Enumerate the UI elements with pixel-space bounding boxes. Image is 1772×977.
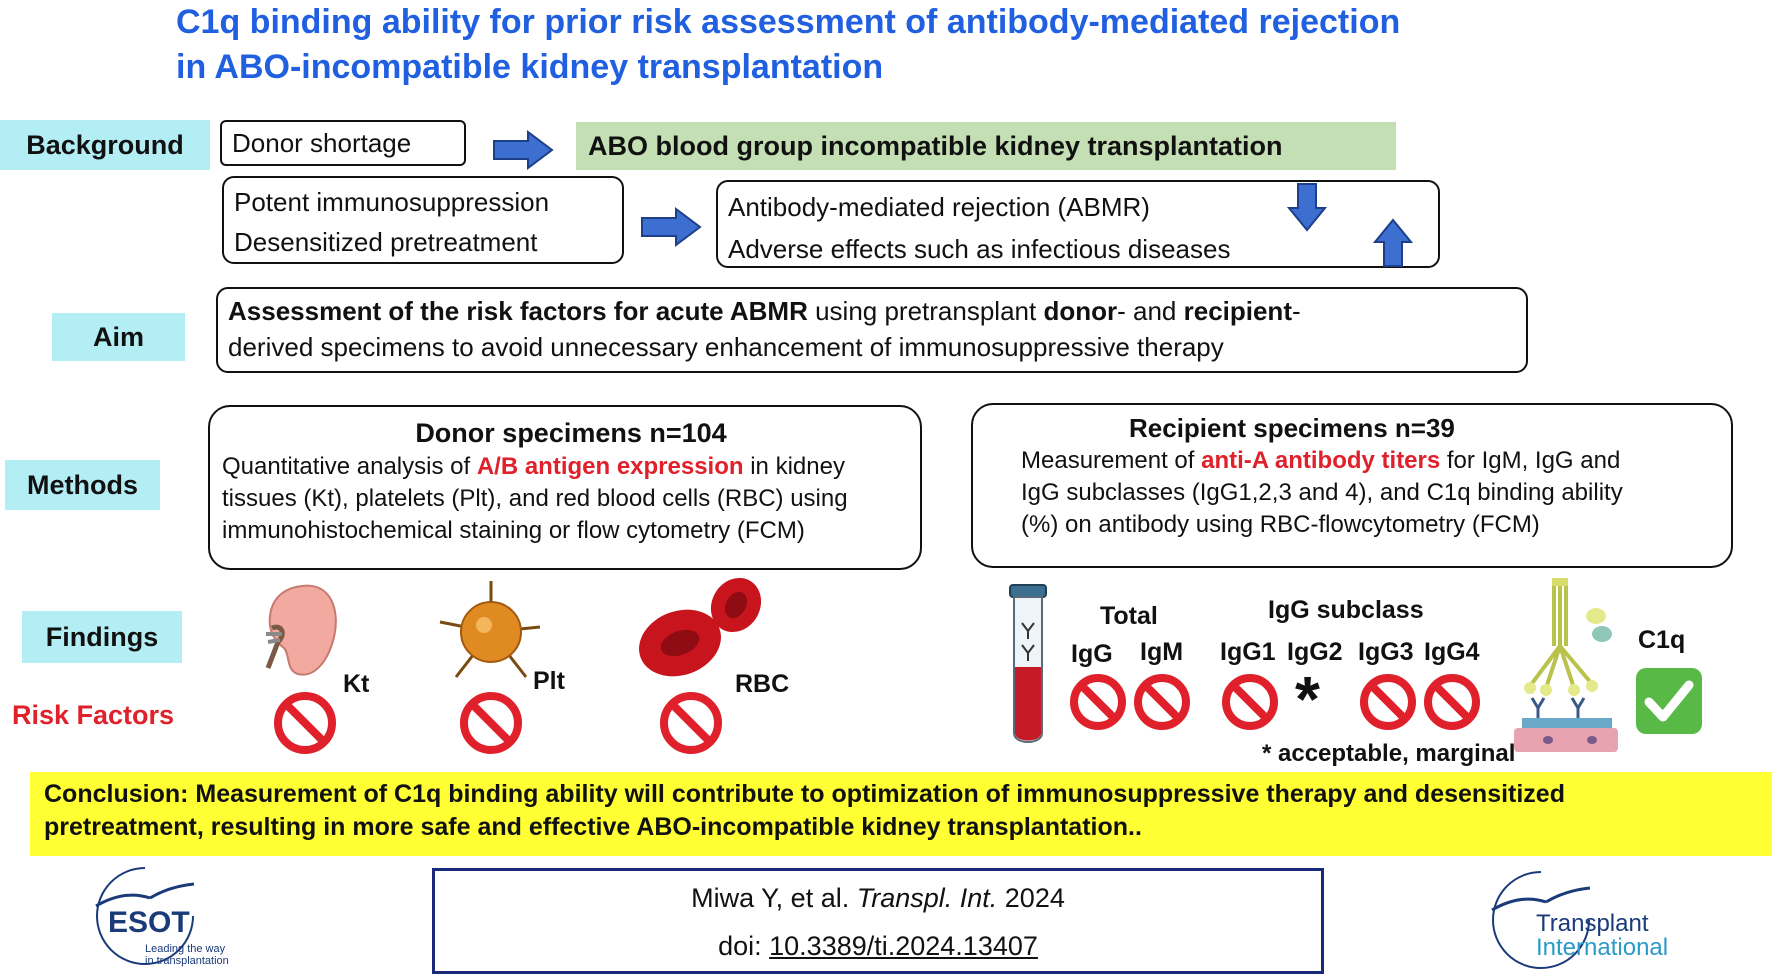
recipient-line-1 xyxy=(1021,445,1731,477)
c1q-label: C1q xyxy=(1638,626,1686,654)
doi-link[interactable]: 10.3389/ti.2024.13407 xyxy=(769,931,1038,961)
prohibited-igg3-icon xyxy=(1358,672,1418,732)
aim-text-2: - and xyxy=(1117,296,1184,326)
kt-label: Kt xyxy=(343,670,370,698)
adverse-effects-text: Adverse effects such as infectious diseases xyxy=(728,234,1231,264)
aim-box xyxy=(216,287,1528,373)
donor-pre-text: Quantitative analysis of xyxy=(222,453,477,480)
igg1-label: IgG1 xyxy=(1220,638,1276,666)
plt-label: Plt xyxy=(533,667,565,695)
recipient-post-text: for IgM, IgG and xyxy=(1440,447,1621,474)
abo-incompatible-banner xyxy=(576,122,1396,170)
title-line-2: in ABO-incompatible kidney transplantation xyxy=(176,48,884,86)
prohibited-rbc-icon xyxy=(658,690,724,756)
checkmark-icon xyxy=(1634,666,1704,736)
right-arrow-icon xyxy=(640,207,704,247)
donor-specimens-title: Donor specimens n=104 xyxy=(415,418,727,448)
esot-logo-name: ESOT xyxy=(108,906,190,939)
down-arrow-icon xyxy=(1287,182,1327,232)
esot-tagline-2: in transplantation xyxy=(145,955,229,967)
prohibited-plt-icon xyxy=(458,690,524,756)
recipient-specimens-box xyxy=(971,403,1733,568)
abmr-effects-box xyxy=(716,180,1440,268)
platelet-icon xyxy=(436,577,546,687)
anti-a-antibody-titers: anti-A antibody titers xyxy=(1201,447,1441,474)
ti-line-2: International xyxy=(1536,934,1669,961)
page-title xyxy=(176,0,1400,90)
doi-label: doi: xyxy=(718,931,770,961)
donor-line-2: tissues (Kt), platelets (Plt), and red blood cells (RBC) using xyxy=(222,485,848,512)
abmr-text: Antibody-mediated rejection (ABMR) xyxy=(728,192,1150,222)
donor-line-3: immunohistochemical staining or flow cytometry (FCM) xyxy=(222,517,805,544)
acceptable-marginal-note: * acceptable, marginal xyxy=(1262,740,1516,767)
immunosuppression-box xyxy=(222,176,624,264)
donor-post-text: in kidney xyxy=(743,453,845,480)
rbc-label: RBC xyxy=(735,670,790,698)
conclusion-line-1: Conclusion: Measurement of C1q binding ability will contribute to optimization of immunosuppressive therapy and desensitized xyxy=(44,780,1565,808)
recipient-specimens-title: Recipient specimens n=39 xyxy=(1129,413,1455,443)
section-label-risk-factors: Risk Factors xyxy=(12,700,175,730)
esot-logo-tagline xyxy=(145,943,229,967)
prohibited-igg4-icon xyxy=(1422,672,1482,732)
citation-authors: Miwa Y, et al. xyxy=(691,883,857,913)
aim-text-1: using pretransplant xyxy=(807,296,1044,326)
aim-bold-1: Assessment of the risk factors for acute ABMR xyxy=(228,296,808,326)
desensitized-pretreatment-text: Desensitized pretreatment xyxy=(234,227,538,257)
abo-incompatible-text: ABO blood group incompatible kidney transplantation xyxy=(588,130,1283,161)
esot-tagline-1: Leading the way xyxy=(145,943,226,955)
potent-immunosuppression-text: Potent immunosuppression xyxy=(234,187,550,217)
igg-label: IgG xyxy=(1071,640,1113,668)
total-label: Total xyxy=(1100,602,1158,630)
section-label-findings: Findings xyxy=(22,611,182,663)
igg2-asterisk: * xyxy=(1295,663,1320,735)
red-blood-cells-icon xyxy=(632,575,772,685)
conclusion-line-2: pretreatment, resulting in more safe and effective ABO-incompatible kidney transplantation.. xyxy=(44,813,1142,841)
donor-shortage-text: Donor shortage xyxy=(232,128,412,158)
prohibited-igg-icon xyxy=(1068,672,1128,732)
recipient-line-3: (%) on antibody using RBC-flowcytometry (FCM) xyxy=(1021,511,1540,538)
aim-text-3: - xyxy=(1291,296,1301,326)
kidney-icon xyxy=(262,582,342,682)
conclusion-banner xyxy=(30,772,1772,856)
blood-tube-icon xyxy=(1008,583,1048,753)
transplant-international-logo-text xyxy=(1536,912,1668,960)
donor-line-1 xyxy=(222,451,920,483)
up-arrow-icon xyxy=(1373,218,1413,268)
recipient-line-2: IgG subclasses (IgG1,2,3 and 4), and C1q binding ability xyxy=(1021,479,1623,506)
igm-label: IgM xyxy=(1140,638,1184,666)
citation-line-2 xyxy=(435,922,1321,970)
ti-line-1: Transplant xyxy=(1536,910,1649,937)
recipient-pre-text: Measurement of xyxy=(1021,447,1202,474)
aim-bold-2: donor xyxy=(1043,296,1118,326)
igg3-label: IgG3 xyxy=(1358,638,1414,666)
right-arrow-icon xyxy=(492,130,556,170)
citation-line-1 xyxy=(435,874,1321,922)
donor-specimens-box xyxy=(208,405,922,570)
section-label-background: Background xyxy=(0,120,210,170)
citation-year: 2024 xyxy=(997,883,1065,913)
igg4-label: IgG4 xyxy=(1424,638,1480,666)
citation-box xyxy=(432,868,1324,974)
prohibited-igg1-icon xyxy=(1220,672,1280,732)
prohibited-igm-icon xyxy=(1132,672,1192,732)
igg2-label: IgG2 xyxy=(1287,638,1343,666)
ab-antigen-expression: A/B antigen expression xyxy=(476,453,744,480)
prohibited-kt-icon xyxy=(272,690,338,756)
aim-line-1 xyxy=(228,293,1526,329)
section-label-methods: Methods xyxy=(5,460,160,510)
section-label-aim: Aim xyxy=(52,313,185,361)
title-line-1: C1q binding ability for prior risk assessment of antibody-mediated rejection xyxy=(176,3,1401,41)
aim-bold-3: recipient xyxy=(1183,296,1292,326)
aim-line-2: derived specimens to avoid unnecessary enhancement of immunosuppressive therapy xyxy=(228,332,1224,362)
igg-subclass-label: IgG subclass xyxy=(1268,596,1424,624)
citation-journal: Transpl. Int. xyxy=(856,883,998,913)
c1q-complex-icon xyxy=(1508,576,1618,756)
donor-shortage-box xyxy=(220,120,466,166)
